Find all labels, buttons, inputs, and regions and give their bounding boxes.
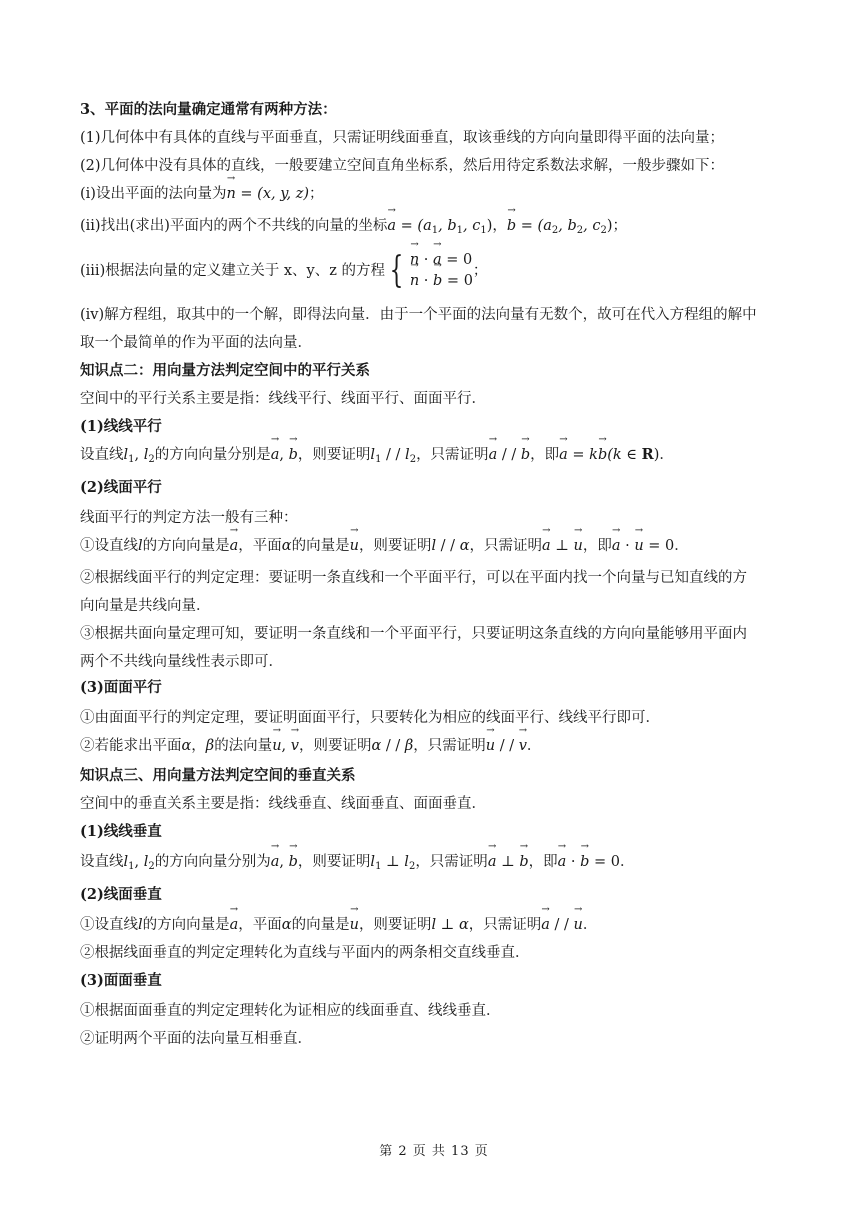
vector-u: → u <box>272 736 281 756</box>
item-line-2: 向向量是共线向量． <box>80 598 211 614</box>
parallel-2-heading: (2)线面平行 <box>80 479 162 496</box>
vector-b: → b <box>598 445 607 465</box>
perp-3-heading: (3)面面垂直 <box>80 972 162 989</box>
parallel: / / <box>497 447 521 463</box>
step-4-line-2: 取一个最简单的作为平面的法向量． <box>80 335 312 351</box>
parallel-1-text <box>80 445 790 470</box>
vector-n: → n <box>410 271 419 292</box>
text: ①设直线 <box>80 538 138 554</box>
knowledge-3-intro: 空间中的垂直关系主要是指：线线垂直、线面垂直、面面垂直． <box>80 796 486 812</box>
equals-zero: = 0 <box>442 273 473 289</box>
parallel-2-intro: 线面平行的判定方法一般有三种： <box>80 510 298 526</box>
line-l: l <box>431 538 437 554</box>
step-3-text: (iii)根据法向量的定义建立关于 x、y、z 的方程 <box>80 263 385 279</box>
text: ，则要证明 <box>298 738 372 754</box>
sub: 2 <box>551 225 559 236</box>
vector-u: → u <box>634 536 643 556</box>
alpha: α <box>281 538 292 554</box>
vector-a: → a <box>558 852 567 872</box>
step-3 <box>80 249 790 293</box>
line-l: l <box>143 854 149 870</box>
vector-a: → a <box>612 536 621 556</box>
sub: 1 <box>480 225 487 236</box>
text: ，平面 <box>238 538 282 554</box>
text: ，即 <box>528 854 558 870</box>
method-heading: 3、平面的法向量确定通常有两种方法： <box>80 101 337 118</box>
close: )， <box>486 218 507 234</box>
item-line-1: ③根据共面向量定理可知，要证明一条直线和一个平面平行，只要证明这条直线的方向向量能够用平面内 <box>80 626 747 642</box>
text: ，只需证明 <box>468 917 542 933</box>
vector-a: → a <box>559 445 568 465</box>
text: 设直线 <box>80 447 124 463</box>
line-l: l <box>123 447 129 463</box>
step-2-text: (ii)找出(求出)平面内的两个不共线的向量的坐标 <box>80 218 388 234</box>
sub: 2 <box>600 225 607 236</box>
text: 的向量是 <box>291 538 350 554</box>
equation-rows <box>410 250 473 292</box>
parallel-1-heading: (1)线线平行 <box>80 418 162 435</box>
step-4 <box>80 301 790 357</box>
alpha: α <box>281 917 292 933</box>
parallel-3-item-2 <box>80 736 790 756</box>
vector-b: → b <box>289 852 298 872</box>
perp-2-heading: (2)线面垂直 <box>80 886 162 903</box>
sub: 1 <box>431 225 439 236</box>
sub: 2 <box>409 454 417 465</box>
vector-a: → a <box>488 852 497 872</box>
sub: 2 <box>408 861 416 872</box>
comma: , <box>279 854 289 870</box>
comma: , <box>281 738 291 754</box>
real-set: R <box>641 446 654 463</box>
text: ，则要证明 <box>358 917 432 933</box>
step-2 <box>80 216 790 241</box>
line-l: l <box>404 854 409 870</box>
vector-a: → a <box>271 852 280 872</box>
perp-2-item-1 <box>80 915 790 935</box>
beta: β <box>205 738 215 754</box>
dot: · <box>620 538 635 554</box>
parallel: / / <box>549 917 574 933</box>
alpha: α <box>371 738 382 754</box>
sub: 2 <box>148 454 155 465</box>
perp-3-item-1: ①根据面面垂直的判定定理转化为证相应的线面垂直、线线垂直． <box>80 1003 501 1019</box>
text: ，只需证明 <box>413 738 486 754</box>
line-l: l <box>431 917 437 933</box>
parallel-3-item-1: ①由面面平行的判定定理，要证明面面平行，只要转化为相应的线面平行、线线平行即可． <box>80 710 660 726</box>
perp-1-heading: (1)线线垂直 <box>80 823 162 840</box>
line-l: l <box>143 447 149 463</box>
text: 的方向向量分别是 <box>154 447 271 463</box>
sub: 2 <box>148 861 155 872</box>
parallel-2-item-2 <box>80 564 790 620</box>
vector-b: → b <box>519 852 528 872</box>
close: )； <box>606 218 628 234</box>
knowledge-2-intro: 空间中的平行关系主要是指：线线平行、线面平行、面面平行． <box>80 391 486 407</box>
vector-b: → b <box>289 445 298 465</box>
method-1: (1)几何体中有具体的直线与平面垂直，只需证明线面垂直，取该垂线的方向向量即得平面的法向量； <box>80 130 725 146</box>
vector-u: → u <box>350 536 359 556</box>
parallel: / / <box>495 738 519 754</box>
text: = 0． <box>643 538 689 554</box>
parallel-2-item-1 <box>80 536 790 556</box>
vector-b: → b <box>521 445 530 465</box>
coord-b: , b <box>558 218 577 234</box>
step-1-end: ； <box>309 186 324 202</box>
text: ①设直线 <box>80 917 138 933</box>
parallel-3-heading: (3)面面平行 <box>80 679 162 696</box>
perp: ⊥ <box>381 854 405 870</box>
alpha: α <box>458 917 469 933</box>
comma: , <box>134 447 144 463</box>
alpha: α <box>181 738 192 754</box>
coord-c: , c <box>463 218 481 234</box>
perp-2-item-2: ②根据线面垂直的判定定理转化为直线与平面内的两条相交直线垂直． <box>80 945 530 961</box>
step-4-line-1: (iv)解方程组，取其中的一个解，即得法向量．由于一个平面的法向量有无数个，故可在代入方程组的解中 <box>80 307 757 323</box>
sub: 1 <box>375 454 382 465</box>
text: ，只需证明 <box>416 447 489 463</box>
text: ，则要证明 <box>297 854 371 870</box>
alpha: α <box>459 538 470 554</box>
vector-u: → u <box>574 915 583 935</box>
text: 的方向向量是 <box>142 538 230 554</box>
sub: 2 <box>576 225 584 236</box>
vector-u: → u <box>350 915 359 935</box>
perp: ⊥ <box>436 917 459 933</box>
text: 的向量是 <box>291 917 350 933</box>
vector-v: → v <box>519 736 527 756</box>
step-1 <box>80 184 790 204</box>
vector-a: → a <box>433 250 442 271</box>
page-footer: 第 2 页 共 13 页 <box>379 1144 489 1159</box>
text: ． <box>582 917 598 933</box>
condition: (k ∈ <box>607 447 642 463</box>
dot: · <box>419 273 434 289</box>
vector-u: → u <box>486 736 495 756</box>
equation-2 <box>410 271 473 292</box>
parallel-2-item-3 <box>80 620 790 676</box>
perp-1-text <box>80 852 790 877</box>
comma: , <box>134 854 144 870</box>
vector-b: → b <box>433 271 442 292</box>
line-l: l <box>138 917 143 933</box>
equation-system <box>385 250 473 292</box>
text: 的方向向量分别为 <box>154 854 271 870</box>
sub: 1 <box>128 861 135 872</box>
dot: · <box>419 252 434 268</box>
vector-a: → a <box>489 445 498 465</box>
line-l: l <box>138 538 143 554</box>
vector-u: → u <box>574 536 583 556</box>
text: ． <box>526 738 542 754</box>
step-3-end: ； <box>472 263 488 279</box>
coord-b: , b <box>438 218 457 234</box>
coord-a: = (a <box>396 218 432 234</box>
text: 的方向向量是 <box>142 917 230 933</box>
vector-v: → v <box>291 736 299 756</box>
text: ，则要证明 <box>358 538 432 554</box>
coord-a: = (a <box>516 218 552 234</box>
coord-c: , c <box>583 218 601 234</box>
text: 设直线 <box>80 854 124 870</box>
parallel: / / <box>381 447 406 463</box>
beta: β <box>404 738 414 754</box>
text: ，即 <box>582 538 612 554</box>
perp: ⊥ <box>496 854 520 870</box>
perp: ⊥ <box>550 538 574 554</box>
text: ，平面 <box>238 917 282 933</box>
text: ，则要证明 <box>297 447 371 463</box>
item-line-2: 两个不共线向量线性表示即可． <box>80 654 283 670</box>
text: ，只需证明 <box>469 538 542 554</box>
vector-a: → a <box>271 445 280 465</box>
text: = 0． <box>589 854 635 870</box>
vector-n: → n <box>226 184 235 204</box>
sub: 1 <box>375 861 382 872</box>
vector-a: → a <box>230 915 239 935</box>
text: ②若能求出平面 <box>80 738 182 754</box>
text: 的法向量 <box>214 738 273 754</box>
step-1-formula: = (x, y, z) <box>235 186 309 202</box>
vector-n: → n <box>410 250 419 271</box>
method-2: (2)几何体中没有具体的直线，一般要建立空间直角坐标系，然后用待定系数法求解，一般步骤如下： <box>80 158 725 174</box>
text: )． <box>653 447 674 463</box>
line-l: l <box>370 854 376 870</box>
parallel: / / <box>381 738 405 754</box>
equals-zero: = 0 <box>441 252 473 268</box>
vector-a: → a <box>542 536 551 556</box>
sub: 1 <box>128 454 135 465</box>
text: ， <box>191 738 206 754</box>
sub: 1 <box>456 225 463 236</box>
text: ，即 <box>530 447 560 463</box>
text: ，只需证明 <box>415 854 488 870</box>
dot: · <box>566 854 581 870</box>
equals-k: = k <box>567 447 598 463</box>
item-line-1: ②根据线面平行的判定定理：要证明一条直线和一个平面平行，可以在平面内找一个向量与已知直线的方 <box>80 570 747 586</box>
knowledge-2-heading: 知识点二：用向量方法判定空间中的平行关系 <box>80 362 370 379</box>
step-1-text: (i)设出平面的法向量为 <box>80 186 227 202</box>
line-l: l <box>405 447 410 463</box>
comma: , <box>279 447 289 463</box>
perp-3-item-2: ②证明两个平面的法向量互相垂直． <box>80 1031 312 1047</box>
vector-a: → a <box>541 915 550 935</box>
vector-b: → b <box>507 216 516 236</box>
vector-a: → a <box>387 216 396 236</box>
vector-a: → a <box>230 536 239 556</box>
line-l: l <box>123 854 129 870</box>
document-body <box>80 100 790 1057</box>
line-l: l <box>370 447 376 463</box>
brace: { <box>389 250 404 291</box>
parallel: / / <box>436 538 460 554</box>
knowledge-3-heading: 知识点三、用向量方法判定空间的垂直关系 <box>80 767 356 784</box>
vector-b: → b <box>580 852 589 872</box>
